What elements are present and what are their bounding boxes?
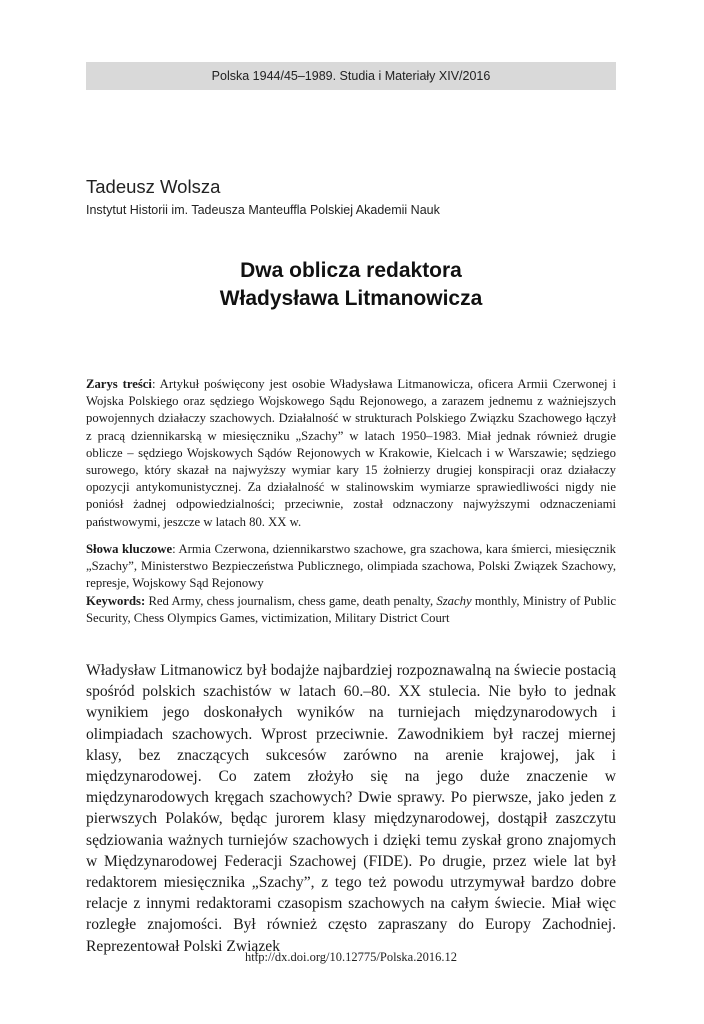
running-head-text: Polska 1944/45–1989. Studia i Materiały XIV/2016 xyxy=(211,69,491,83)
keywords-en-label: Keywords: xyxy=(86,593,146,608)
author-name: Tadeusz Wolsza xyxy=(86,176,221,197)
doi-footer: http://dx.doi.org/10.12775/Polska.2016.12 xyxy=(245,950,457,964)
running-head xyxy=(86,62,616,90)
abstract-text: : Artykuł poświęcony jest osobie Władysława Litmanowicza, oficera Armii Czerwonej i Wojska Polskiego oraz sędziego Wojskowego Sądu Rejonowego, a zarazem jednemu z ważniejszych powojennych działaczy szachowych. Działalność w strukturach Polskiego Związku Szachowego łączył z pracą dziennikarską w miesięczniku „Szachy” w latach 1950–1983. Miał jednak również drugie oblicze – sędziego Wojskowych Sądów Rejonowych w Krakowie, Kielcach i w Warszawie; sędziego surowego, który skazał na najwyższy wymiar kary 15 żołnierzy drugiej konspiracji oraz działaczy opozycji antykomunistycznej. Za działalność w stalinowskim wymiarze sprawiedliwości nigdy nie poniósł żadnej odpowiedzialności; przeciwnie, został odznaczony najwyższymi odznaczeniami państwowymi, jeszcze w latach 80. XX w. xyxy=(86,377,616,529)
keywords-en xyxy=(86,593,616,627)
keywords-pl xyxy=(86,541,616,593)
article-title xyxy=(86,257,616,313)
abstract-paragraph xyxy=(86,376,616,531)
title-line-2: Władysława Litmanowicza xyxy=(219,287,483,310)
abstract-label: Zarys treści xyxy=(86,377,152,391)
keywords-en-text-after: monthly, Ministry of Public Security, Chess Olympics Games, victimization, Military District Court xyxy=(86,593,617,625)
keywords xyxy=(86,541,616,627)
keywords-pl-label: Słowa kluczowe xyxy=(86,542,173,556)
author-affiliation: Instytut Historii im. Tadeusza Manteuffla Polskiej Akademii Nauk xyxy=(86,203,440,217)
keywords-en-text-before: Red Army, chess journalism, chess game, death penalty, xyxy=(145,593,437,608)
body-paragraph: Władysław Litmanowicz był bodajże najbardziej rozpoznawalną na świecie postacią spośród polskich szachistów w latach 60.–80. XX stulecia. Nie było to jednak wynikiem jego doskonałych wyników na turniejach międzynarodowych i olimpiadach szachowych. Wprost przeciwnie. Zawodnikiem był raczej miernej klasy, bez znaczących sukcesów zarówno na arenie krajowej, jak i międzynarodowej. Co zatem złożyło się na jego duże znaczenie w międzynarodowych kręgach szachowych? Dwie sprawy. Po pierwsze, jako jeden z pierwszych Polaków, będąc jurorem klasy międzynarodowej, dostąpił zaszczytu sędziowania ważnych turniejów szachowych i dzięki temu zyskał grono znajomych w Międzynarodowej Federacji Szachowej (FIDE). Po drugie, przez wiele lat był redaktorem miesięcznika „Szachy”, z tego też powodu utrzymywał bardzo dobre relacje z innymi redaktorami czasopism szachowych na całym świecie. Miał więc rozległe znajomości. Był również często zapraszany do Europy Zachodniej. Reprezentował Polski Związek xyxy=(86,662,616,955)
title-line-1: Dwa oblicza redaktora xyxy=(240,259,462,282)
abstract xyxy=(86,376,616,531)
keywords-en-italic: Szachy xyxy=(436,593,472,608)
body-text xyxy=(86,660,616,957)
keywords-pl-text: : Armia Czerwona, dziennikarstwo szachowe, gra szachowa, kara śmierci, miesięcznik „Szachy”, Ministerstwo Bezpieczeństwa Publicznego, olimpiada szachowa, Polski Związek Szachowy, represje, Wojskowy Sąd Rejonowy xyxy=(86,542,616,591)
